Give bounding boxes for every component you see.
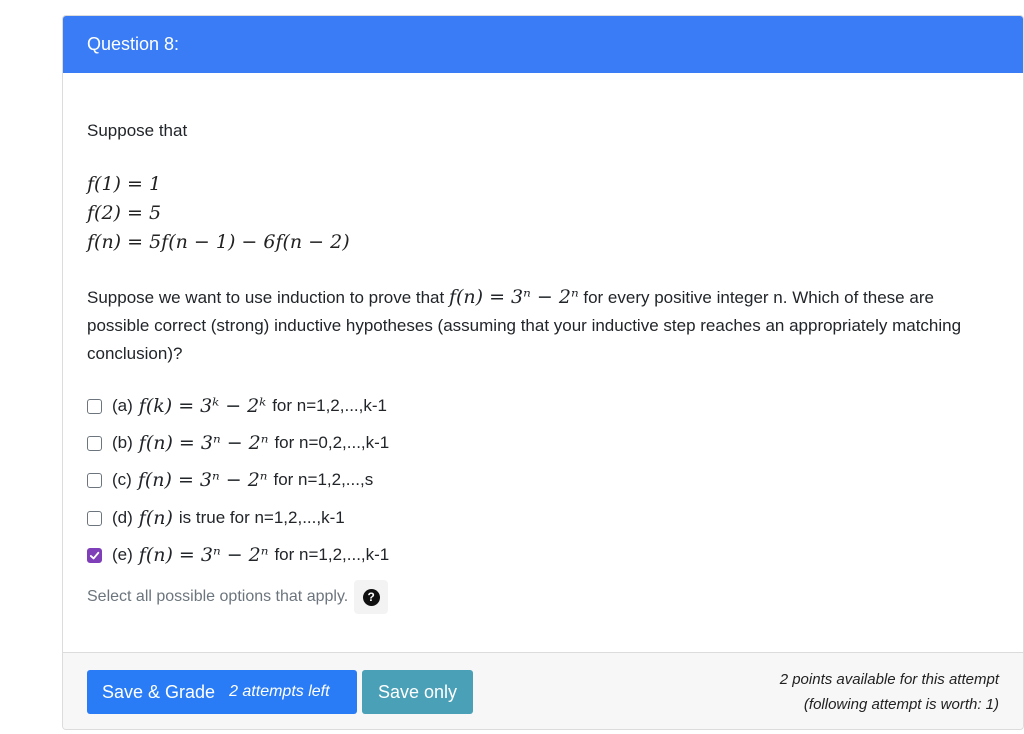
checkbox-c[interactable] (87, 473, 102, 488)
intro-text: Suppose that (87, 121, 188, 140)
question-prefix: Suppose we want to use induction to prove that (87, 288, 445, 307)
help-button[interactable] (354, 580, 388, 614)
question-circle-icon: ? (363, 589, 380, 606)
question-card (62, 15, 1024, 730)
option-e-label: (e) (112, 545, 133, 564)
points-line-2: (following attempt is worth: 1) (803, 696, 999, 713)
option-d-label: (d) (112, 508, 133, 527)
question-suffix: for every positive integer n. Which of these are possible correct (strong) inductive hypotheses (assuming that your inductive step reaches an appropriately matching conclusion)? (87, 288, 962, 363)
save-grade-label: Save & Grade (102, 681, 216, 702)
option-a-formula: f(k) = 3ᵏ − 2ᵏ (138, 395, 267, 417)
option-a-label: (a) (112, 396, 133, 415)
option-e[interactable] (87, 541, 389, 569)
option-c-formula: f(n) = 3ⁿ − 2ⁿ (137, 469, 268, 491)
card-header (63, 16, 1023, 73)
option-a-text: for n=1,2,...,k-1 (272, 396, 387, 415)
checkbox-a[interactable] (87, 399, 102, 414)
save-only-button[interactable]: Save only (362, 670, 473, 714)
option-e-formula: f(n) = 3ⁿ − 2ⁿ (138, 544, 269, 566)
attempts-left-label: 2 attempts left (229, 683, 330, 700)
checkbox-b[interactable] (87, 436, 102, 451)
definition-recurrence: f(n) = 5f(n − 1) − 6f(n − 2) (87, 231, 350, 253)
option-c[interactable] (87, 466, 373, 494)
points-line-1: 2 points available for this attempt (779, 671, 999, 688)
points-info (780, 667, 999, 717)
option-c-label: (c) (112, 470, 132, 489)
option-b-label: (b) (112, 433, 133, 452)
question-text (87, 283, 987, 368)
checkbox-d[interactable] (87, 511, 102, 526)
definition-f1: f(1) = 1 (87, 173, 162, 195)
option-d[interactable] (87, 504, 345, 532)
card-footer (63, 652, 1023, 729)
hint-text: Select all possible options that apply. (87, 588, 349, 605)
hint-row (87, 580, 388, 614)
option-b-formula: f(n) = 3ⁿ − 2ⁿ (138, 432, 269, 454)
checkmark-icon (89, 550, 100, 561)
option-b[interactable] (87, 429, 389, 457)
option-d-formula: f(n) (138, 507, 173, 529)
question-title: Question 8: (87, 34, 180, 54)
save-grade-button[interactable] (87, 670, 357, 714)
option-b-text: for n=0,2,...,k-1 (274, 433, 390, 452)
option-d-text: is true for n=1,2,...,k-1 (178, 508, 345, 527)
question-formula: f(n) = 3ⁿ − 2ⁿ (448, 286, 579, 308)
option-e-text: for n=1,2,...,k-1 (274, 545, 390, 564)
definition-f2: f(2) = 5 (87, 202, 162, 224)
option-a[interactable] (87, 392, 387, 420)
checkbox-e[interactable] (87, 548, 102, 563)
option-c-text: for n=1,2,...,s (273, 470, 374, 489)
